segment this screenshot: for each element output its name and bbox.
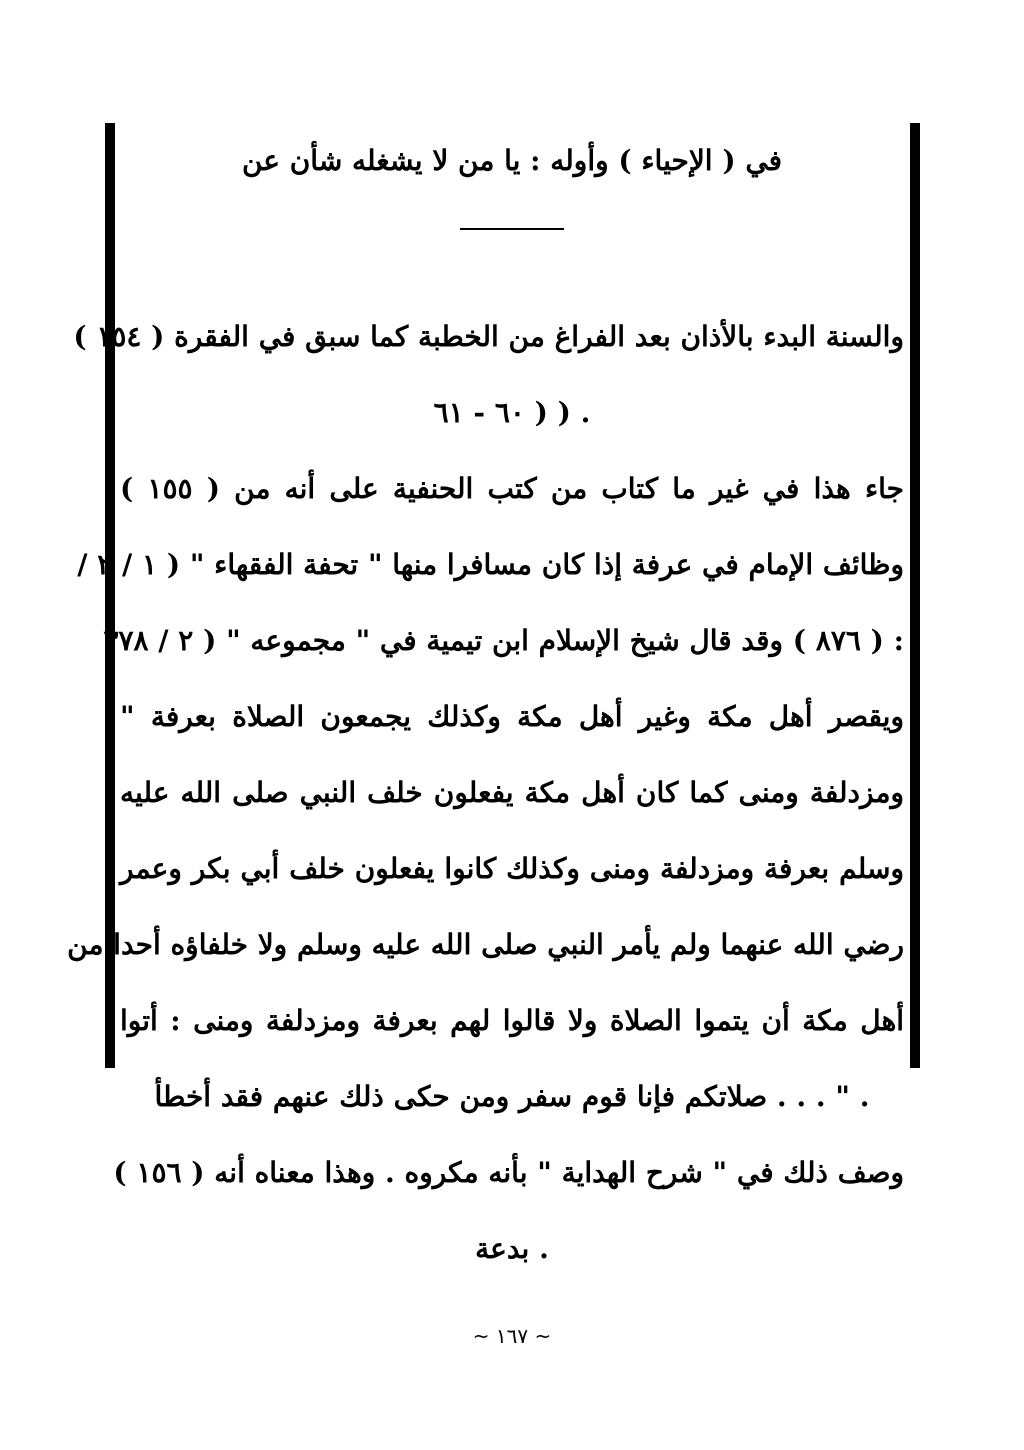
text-line: . بدعة (475, 1232, 549, 1265)
text-line: ويقصر أهل مكة وغير أهل مكة وكذلك يجمعون الصلاة بعرفة " (120, 700, 904, 733)
text-line: والسنة البدء بالأذان بعد الفراغ من الخطبة كما سبق في الفقرة ( ١٥٤ ) (73, 320, 904, 353)
opening-line: في ( الإحياء ) وأوله : يا من لا يشغله شأن عن (241, 144, 783, 177)
footnote-156 (113, 1142, 904, 1294)
text-line: أهل مكة أن يتموا الصلاة ولا قالوا لهم بعرفة ومزدلفة ومنى : أتوا (120, 1004, 904, 1037)
footnote-154 (73, 306, 904, 458)
page-border-right (910, 123, 920, 1068)
text-line: : ( ٨٧٦ ) وقد قال شيخ الإسلام ابن تيمية في " مجموعه " ( ٢ / ٣٧٨ (103, 624, 904, 657)
text-line: جاء هذا في غير ما كتاب من كتب الحنفية على أنه من ( ١٥٥ ) (120, 472, 904, 505)
text-line: . ( ( ٦٠ - ٦١ (433, 396, 591, 429)
text-line: ومزدلفة ومنى كما كان أهل مكة يفعلون خلف النبي صلى الله عليه (120, 776, 904, 809)
text-line: وظائف الإمام في عرفة إذا كان مسافرا منها " تحفة الفقهاء " ( ١ / ٢ / (77, 548, 904, 581)
text-line: رضي الله عنهما ولم يأمر النبي صلى الله عليه وسلم ولا خلفاؤه أحدا من (67, 928, 904, 961)
text-line: . " . . . صلاتكم فإنا قوم سفر ومن حكى ذلك عنهم فقد أخطأ (154, 1080, 870, 1113)
text-line: وسلم بعرفة ومزدلفة ومنى وكذلك كانوا يفعلون خلف أبي بكر وعمر (120, 852, 904, 885)
footnote-155 (67, 458, 904, 1142)
text-column (67, 130, 904, 1294)
text-line: وصف ذلك في " شرح الهداية " بأنه مكروه . وهذا معناه أنه ( ١٥٦ ) (113, 1156, 904, 1189)
page-number: ~ ١٦٧ ~ (472, 1324, 552, 1348)
footnote-separator (460, 228, 564, 230)
footnote-separator-row (120, 206, 904, 306)
